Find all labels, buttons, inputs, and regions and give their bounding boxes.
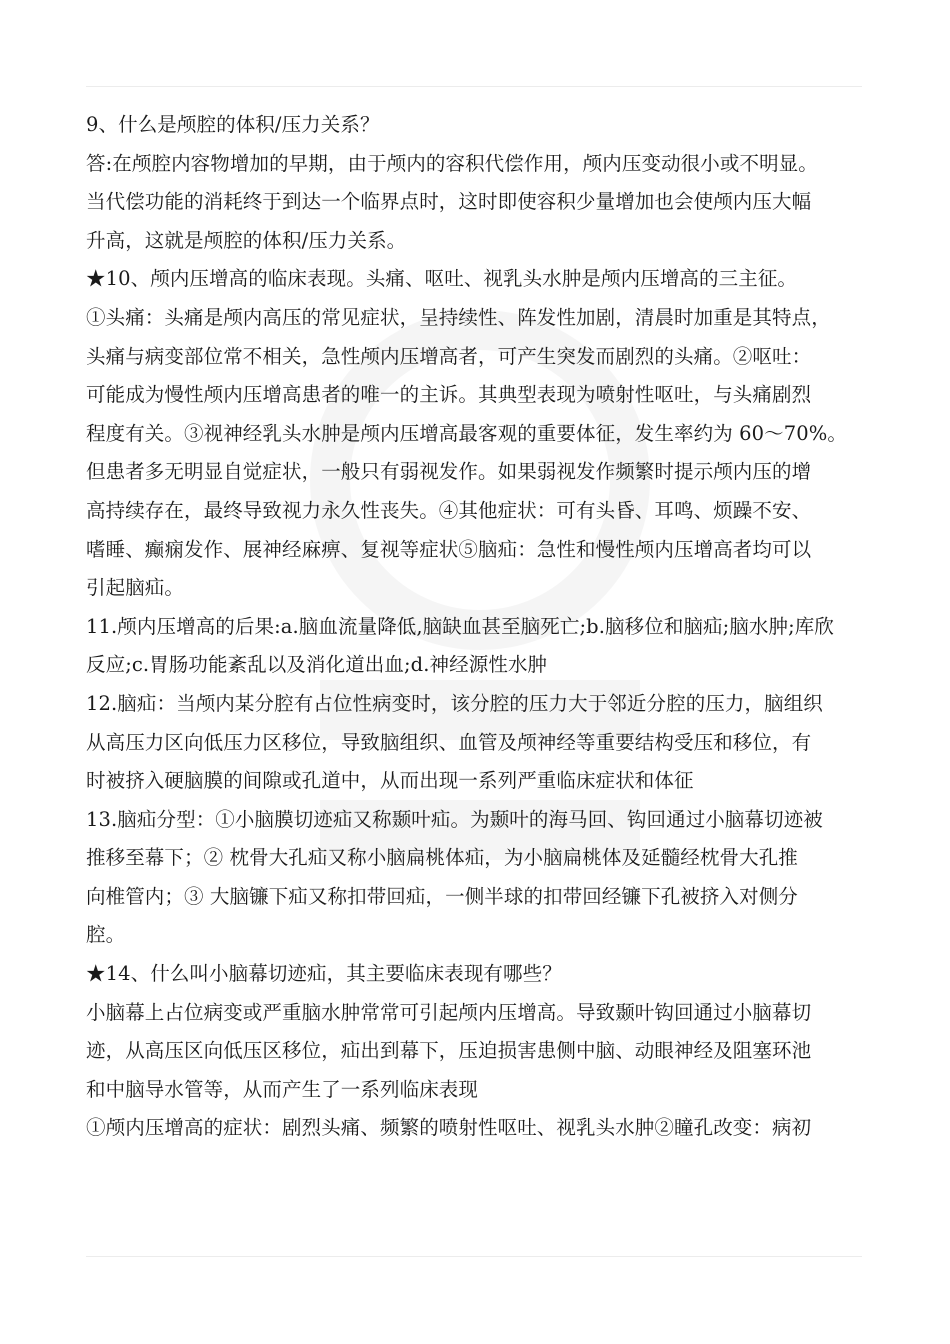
- text-line: ①颅内压增高的症状：剧烈头痛、频繁的喷射性呕吐、视乳头水肿②瞳孔改变：病初: [86, 1116, 812, 1140]
- text-line: 腔。: [86, 923, 126, 947]
- text-line: 13.脑疝分型：①小脑膜切迹疝又称颞叶疝。为颞叶的海马回、钩回通过小脑幕切迹被: [86, 807, 823, 831]
- text-line: 向椎管内；③ 大脑镰下疝又称扣带回疝，一侧半球的扣带回经镰下孔被挤入对侧分: [86, 884, 798, 908]
- document-body: [86, 106, 876, 1148]
- bottom-divider: [86, 1256, 862, 1257]
- text-line: 时被挤入硬脑膜的间隙或孔道中，从而出现一系列严重临床症状和体征: [86, 769, 694, 793]
- text-line: 升高，这就是颅腔的体积/压力关系。: [86, 228, 407, 252]
- text-line: ★10、颅内压增高的临床表现。头痛、呕吐、视乳头水肿是颅内压增高的三主征。: [86, 267, 798, 291]
- text-line: 当代偿功能的消耗终于到达一个临界点时，这时即使容积少量增加也会使颅内压大幅: [86, 190, 812, 214]
- text-line: 反应;c.胃肠功能紊乱以及消化道出血;d.神经源性水肿: [86, 653, 548, 677]
- text-line: 高持续存在，最终导致视力永久性丧失。④其他症状：可有头昏、耳鸣、烦躁不安、: [86, 498, 812, 522]
- text-line: 从高压力区向低压力区移位，导致脑组织、血管及颅神经等重要结构受压和移位，有: [86, 730, 812, 754]
- text-line: ★14、什么叫小脑幕切迹疝，其主要临床表现有哪些？: [86, 962, 562, 986]
- text-line: 12.脑疝：当颅内某分腔有占位性病变时，该分腔的压力大于邻近分腔的压力，脑组织: [86, 691, 823, 715]
- text-line: 小脑幕上占位病变或严重脑水肿常常可引起颅内压增高。导致颞叶钩回通过小脑幕切: [86, 1000, 812, 1024]
- text-line: 但患者多无明显自觉症状，一般只有弱视发作。如果弱视发作频繁时提示颅内压的增: [86, 460, 812, 484]
- text-line: 程度有关。③视神经乳头水肿是颅内压增高最客观的重要体征，发生率约为 60～70%。: [86, 421, 847, 445]
- text-line: 答:在颅腔内容物增加的早期，由于颅内的容积代偿作用，颅内压变动很小或不明显。: [86, 151, 818, 175]
- text-line: 可能成为慢性颅内压增高患者的唯一的主诉。其典型表现为喷射性呕吐，与头痛剧烈: [86, 383, 812, 407]
- text-line: 推移至幕下；② 枕骨大孔疝又称小脑扁桃体疝，为小脑扁桃体及延髓经枕骨大孔推: [86, 846, 798, 870]
- text-line: 和中脑导水管等，从而产生了一系列临床表现: [86, 1077, 479, 1101]
- text-line: 引起脑疝。: [86, 576, 185, 600]
- text-line: 头痛与病变部位常不相关，急性颅内压增高者，可产生突发而剧烈的头痛。②呕吐：: [86, 344, 812, 368]
- top-divider: [86, 86, 862, 87]
- text-line: 9、什么是颅腔的体积/压力关系？: [86, 113, 380, 136]
- text-line: 11.颅内压增高的后果:a.脑血流量降低,脑缺血甚至脑死亡;b.脑移位和脑疝;脑水肿;库欣: [86, 614, 834, 638]
- text-line: ①头痛：头痛是颅内高压的常见症状，呈持续性、阵发性加剧，清晨时加重是其特点，: [86, 305, 831, 329]
- text-line: 迹，从高压区向低压区移位，疝出到幕下，压迫损害患侧中脑、动眼神经及阻塞环池: [86, 1039, 812, 1063]
- text-line: 嗜睡、癫痫发作、展神经麻痹、复视等症状⑤脑疝：急性和慢性颅内压增高者均可以: [86, 537, 812, 561]
